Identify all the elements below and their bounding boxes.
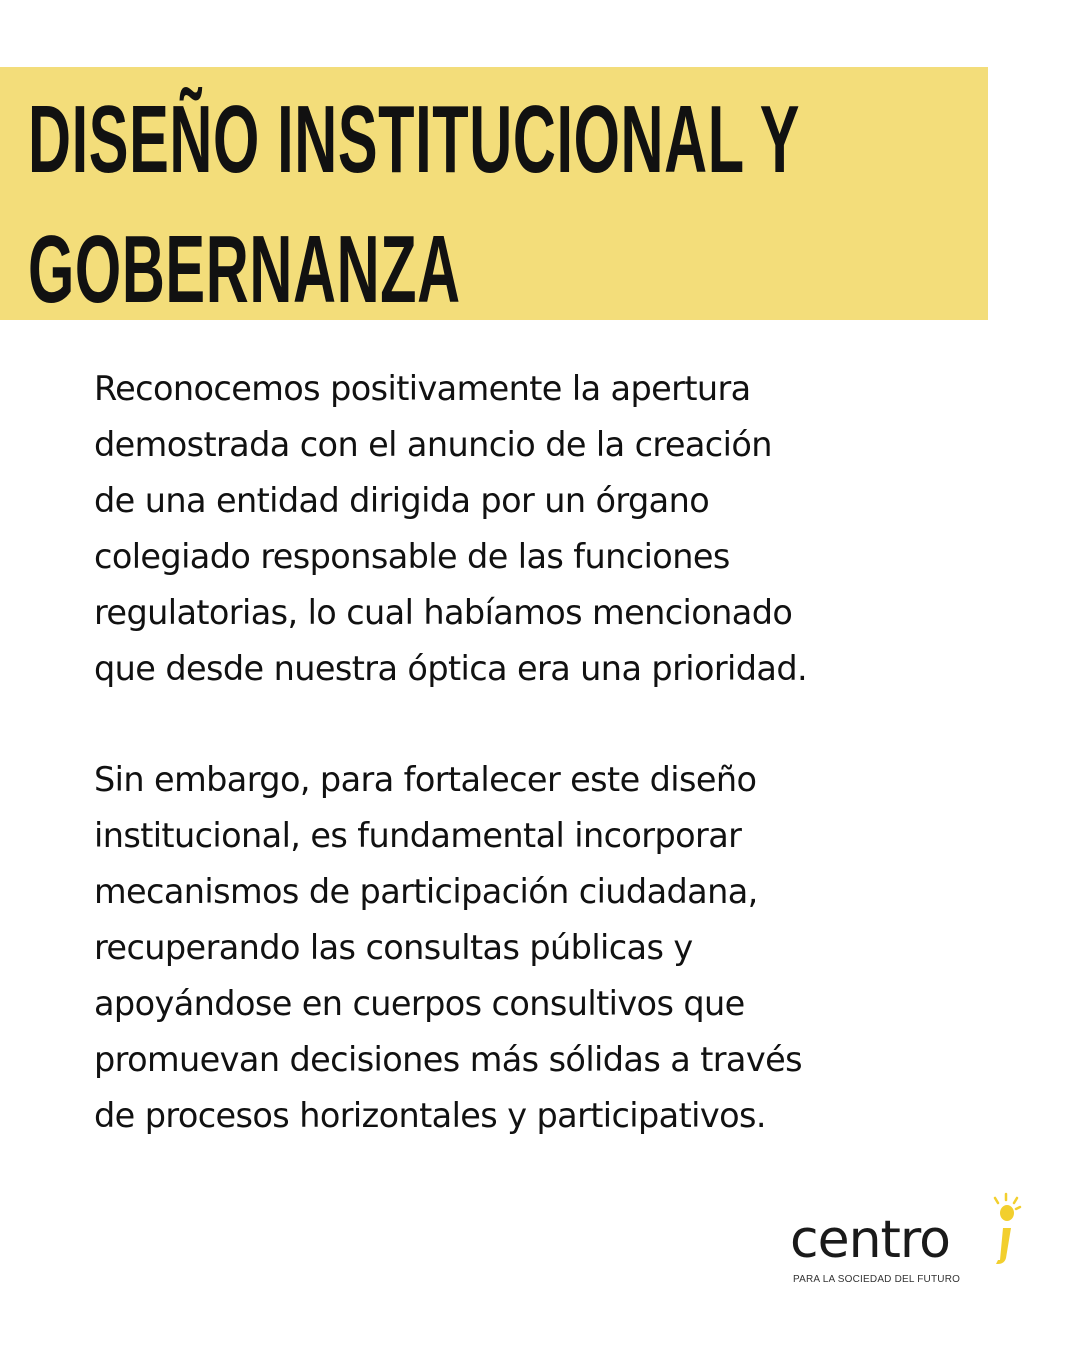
page-title-line-2: GOBERNANZA [28,216,461,323]
logo-tagline: PARA LA SOCIEDAD DEL FUTURO [793,1274,961,1285]
logo-wordmark: centro [790,1210,950,1270]
body-paragraph-2: Sin embargo, para fortalecer este diseño institucional, es fundamental incorporar mecanismos de participación ciudadana, recuperando las consultas públicas y apoyándose en cuerpos consultivos que promuevan decisiones más sólidas a través de procesos horizontales y participativos. [94,760,802,1135]
lightbulb-i-icon [986,1192,1026,1272]
body-paragraph-1: Reconocemos positivamente la apertura demostrada con el anuncio de la creación de una entidad dirigida por un órgano colegiado responsable de las funciones regulatorias, lo cual habíamos mencionado que desde nuestra óptica era una prioridad. [94,369,808,688]
centro-i-logo [790,1192,1030,1292]
page-title-line-1: DISEÑO INSTITUCIONAL Y [28,86,801,193]
title-banner [0,67,988,323]
